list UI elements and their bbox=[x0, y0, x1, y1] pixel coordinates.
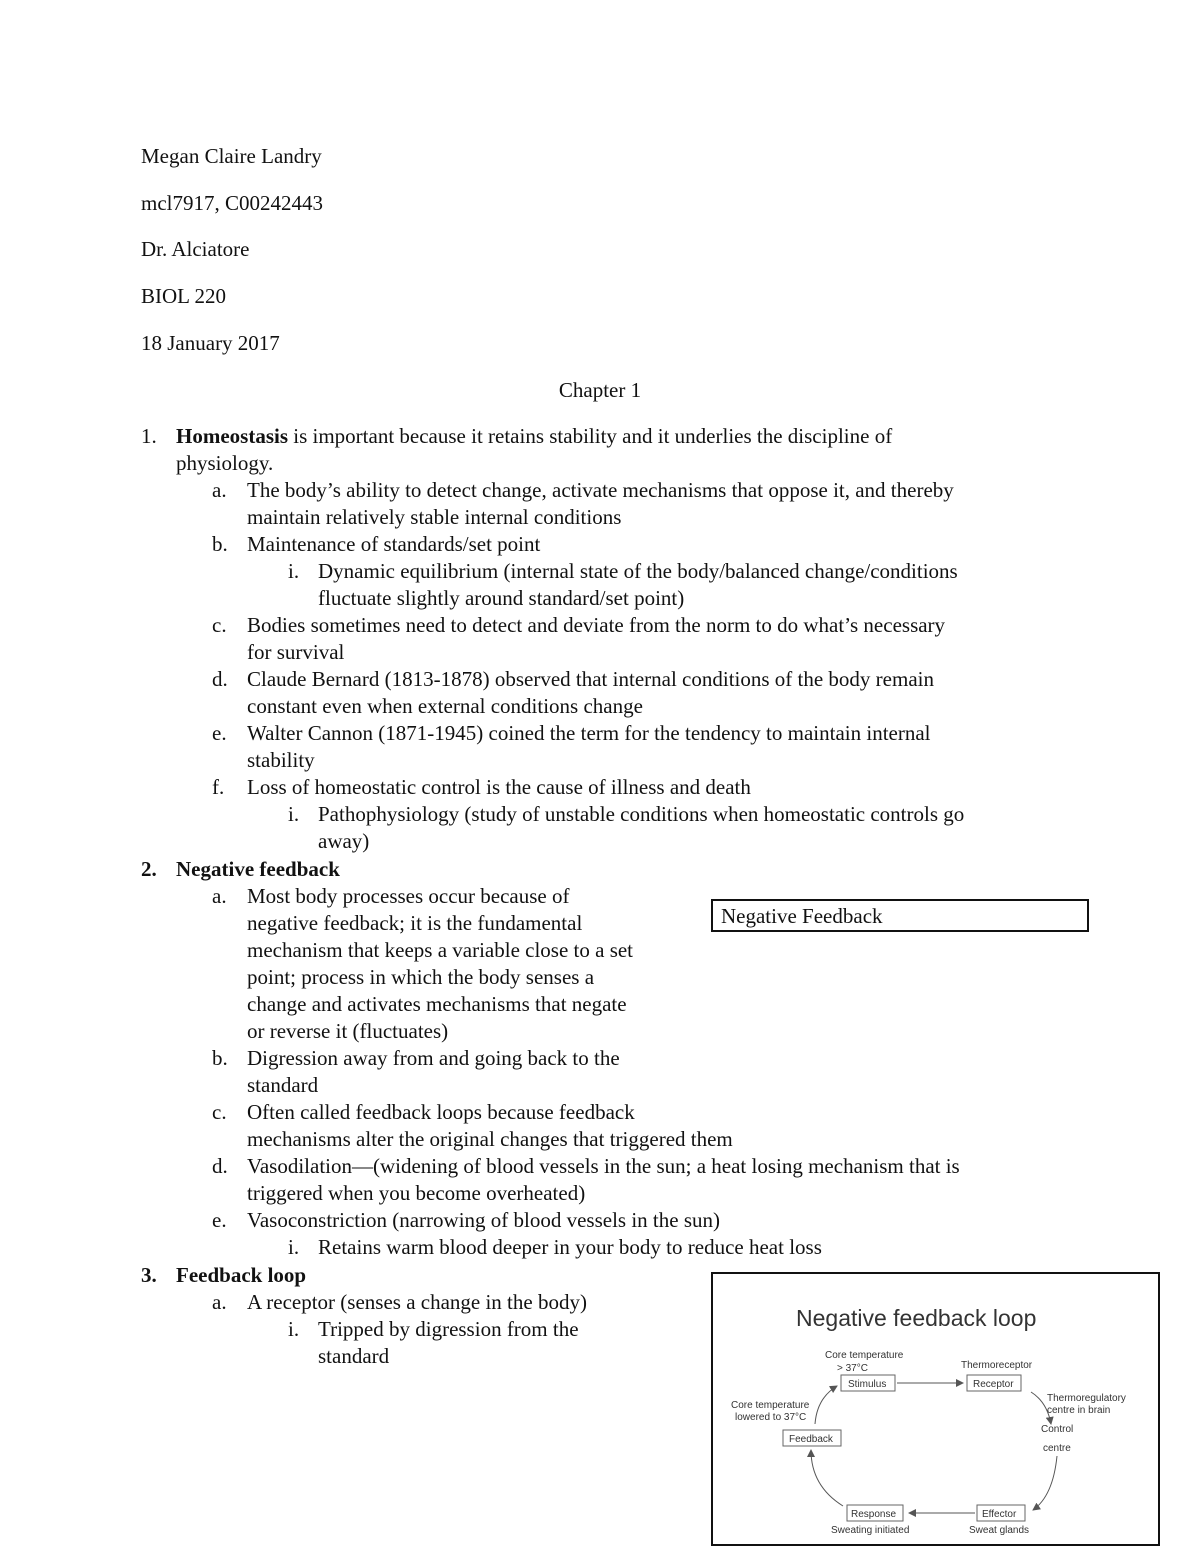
s1-e-line2: stability bbox=[247, 748, 315, 772]
s1-f-marker: f. bbox=[212, 775, 225, 799]
s2-c-line1: Often called feedback loops because feedback bbox=[247, 1100, 635, 1124]
s2-ei-line1: Retains warm blood deeper in your body to reduce heat loss bbox=[318, 1235, 822, 1259]
s2-b-marker: b. bbox=[212, 1046, 228, 1070]
s1-a-line2: maintain relatively stable internal conditions bbox=[247, 505, 622, 529]
s2-a-line6: or reverse it (fluctuates) bbox=[247, 1019, 449, 1043]
s1-b-marker: b. bbox=[212, 532, 228, 556]
s1-number: 1. bbox=[141, 424, 157, 448]
thermoregulatory-line2: centre in brain bbox=[1047, 1405, 1111, 1416]
s2-a-line2: negative feedback; it is the fundamental bbox=[247, 911, 583, 935]
s1-d-line2: constant even when external conditions change bbox=[247, 694, 643, 718]
control-centre-line2: centre bbox=[1043, 1443, 1071, 1454]
s2-heading: Negative feedback bbox=[176, 857, 340, 881]
s2-number: 2. bbox=[141, 857, 157, 881]
chapter-title: Chapter 1 bbox=[558, 378, 642, 402]
s1-d-line1: Claude Bernard (1813-1878) observed that internal conditions of the body remain bbox=[247, 667, 934, 691]
author-name: Megan Claire Landry bbox=[141, 144, 322, 168]
s1-a-line1: The body’s ability to detect change, activate mechanisms that oppose it, and thereby bbox=[247, 478, 954, 502]
s1-d-marker: d. bbox=[212, 667, 228, 691]
s2-a-marker: a. bbox=[212, 884, 227, 908]
stimulus-label: Stimulus bbox=[848, 1379, 887, 1390]
s3-ai-line1: Tripped by digression from the bbox=[318, 1317, 579, 1341]
receptor-label: Receptor bbox=[973, 1379, 1014, 1390]
s1-bi-line2: fluctuate slightly around standard/set point) bbox=[318, 586, 685, 610]
sweating-label: Sweating initiated bbox=[831, 1525, 910, 1536]
response-label: Response bbox=[851, 1509, 897, 1520]
s2-d-line1: Vasodilation—(widening of blood vessels in the sun; a heat losing mechanism that is bbox=[247, 1154, 960, 1178]
s3-a-line1: A receptor (senses a change in the body) bbox=[247, 1290, 587, 1314]
s1-bi-line1: Dynamic equilibrium (internal state of the body/balanced change/conditions bbox=[318, 559, 958, 583]
s1-c-line2: for survival bbox=[247, 640, 345, 664]
s1-line1 bbox=[176, 423, 892, 450]
arrow-response-to-feedback bbox=[811, 1450, 843, 1506]
s3-ai-line2: standard bbox=[318, 1344, 390, 1368]
thermoregulatory-line1: Thermoregulatory bbox=[1047, 1393, 1126, 1404]
s1-c-marker: c. bbox=[212, 613, 227, 637]
s2-c-marker: c. bbox=[212, 1100, 227, 1124]
s3-a-marker: a. bbox=[212, 1290, 227, 1314]
s1-e-line1: Walter Cannon (1871-1945) coined the term for the tendency to maintain internal bbox=[247, 721, 931, 745]
s1-fi-line1: Pathophysiology (study of unstable conditions when homeostatic controls go bbox=[318, 802, 965, 826]
date: 18 January 2017 bbox=[141, 331, 280, 355]
s2-c-line2: mechanisms alter the original changes that triggered them bbox=[247, 1127, 733, 1151]
s2-a-line5: change and activates mechanisms that negate bbox=[247, 992, 627, 1016]
s2-d-line2: triggered when you become overheated) bbox=[247, 1181, 586, 1205]
s2-a-line1: Most body processes occur because of bbox=[247, 884, 570, 908]
thermoreceptor-label: Thermoreceptor bbox=[961, 1360, 1033, 1371]
s1-term: Homeostasis bbox=[176, 424, 288, 448]
s1-a-marker: a. bbox=[212, 478, 227, 502]
stimulus-top-line1: Core temperature bbox=[825, 1350, 904, 1361]
effector-label: Effector bbox=[982, 1509, 1017, 1520]
s1-b-line1: Maintenance of standards/set point bbox=[247, 532, 541, 556]
student-ids: mcl7917, C00242443 bbox=[141, 191, 323, 215]
feedback-label: Feedback bbox=[789, 1434, 833, 1445]
s2-e-marker: e. bbox=[212, 1208, 227, 1232]
stimulus-top-line2: > 37°C bbox=[837, 1363, 868, 1374]
arrow-control-to-effector bbox=[1033, 1456, 1057, 1510]
s2-ei-marker: i. bbox=[288, 1235, 300, 1259]
s2-e-line1: Vasoconstriction (narrowing of blood vessels in the sun) bbox=[247, 1208, 721, 1232]
negative-feedback-box-label: Negative Feedback bbox=[721, 904, 883, 928]
sweat-glands-label: Sweat glands bbox=[969, 1525, 1030, 1536]
s1-e-marker: e. bbox=[212, 721, 227, 745]
figure-title: Negative feedback loop bbox=[796, 1305, 1037, 1331]
core-lowered-line1: Core temperature bbox=[731, 1400, 810, 1411]
course: BIOL 220 bbox=[141, 284, 226, 308]
s1-line2: physiology. bbox=[176, 451, 274, 475]
s1-f-line1: Loss of homeostatic control is the cause of illness and death bbox=[247, 775, 751, 799]
s2-d-marker: d. bbox=[212, 1154, 228, 1178]
s2-a-line4: point; process in which the body senses a bbox=[247, 965, 595, 989]
s3-ai-marker: i. bbox=[288, 1317, 300, 1341]
s2-a-line3: mechanism that keeps a variable close to a set bbox=[247, 938, 634, 962]
s3-heading: Feedback loop bbox=[176, 1263, 307, 1287]
negative-feedback-box bbox=[711, 899, 1089, 932]
feedback-loop-diagram bbox=[713, 1274, 1158, 1544]
s1-text1: is important because it retains stability and it underlies the discipline of bbox=[288, 424, 893, 448]
core-lowered-line2: lowered to 37°C bbox=[735, 1412, 807, 1423]
s1-bi-marker: i. bbox=[288, 559, 300, 583]
s1-fi-line2: away) bbox=[318, 829, 370, 853]
s2-b-line2: standard bbox=[247, 1073, 319, 1097]
s2-b-line1: Digression away from and going back to the bbox=[247, 1046, 620, 1070]
s3-number: 3. bbox=[141, 1263, 157, 1287]
arrow-feedback-to-stimulus bbox=[815, 1386, 837, 1424]
s1-fi-marker: i. bbox=[288, 802, 300, 826]
negative-feedback-loop-figure bbox=[711, 1272, 1160, 1546]
s1-c-line1: Bodies sometimes need to detect and deviate from the norm to do what’s necessary bbox=[247, 613, 946, 637]
control-centre-line1: Control bbox=[1041, 1424, 1074, 1435]
instructor: Dr. Alciatore bbox=[141, 237, 250, 261]
